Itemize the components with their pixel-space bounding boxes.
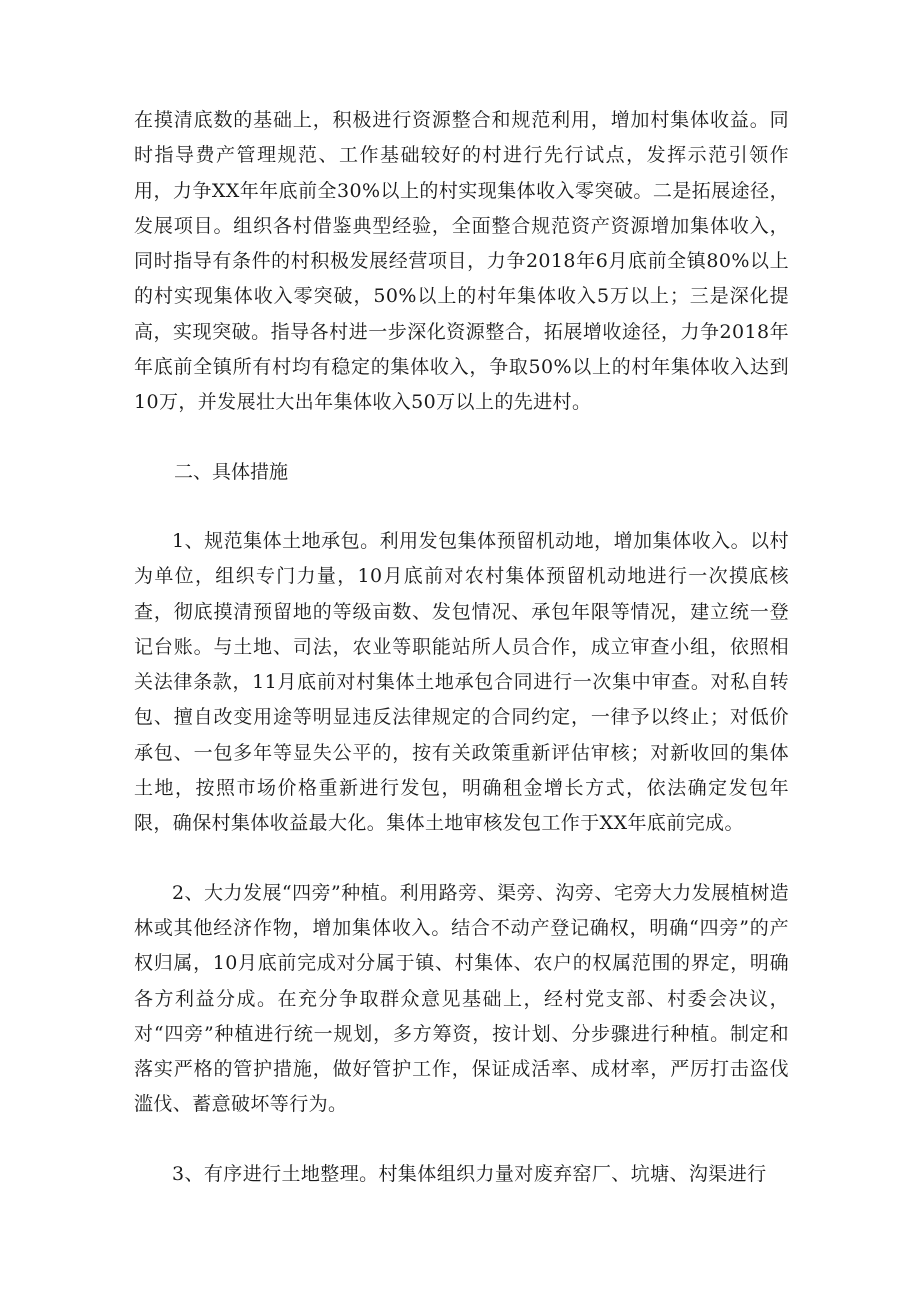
paragraph-gap bbox=[134, 1123, 789, 1157]
paragraph-gap bbox=[134, 842, 789, 876]
paragraph-gap bbox=[134, 490, 789, 524]
paragraph-land-consolidation: 3、有序进行土地整理。村集体组织力量对废弃窑厂、坑塘、沟渠进行 bbox=[172, 1162, 767, 1185]
section-heading-measures: 二、具体措施 bbox=[174, 460, 289, 483]
paragraph-gap bbox=[134, 421, 789, 455]
paragraph-four-sides-planting: 2、大力发展“四旁”种植。利用路旁、渠旁、沟旁、宅旁大力发展植树造林或其他经济作物，增加集体收入。结合不动产登记确权，明确“四旁”的产权归属，10月底前完成对分属于镇、村集体、农户的权属范围的界定，明确各方利益分成。在充分争取群众意见基础上，经村党支部、村委会决议，对“四旁”种植进行统一规划，多方筹资，按计划、分步骤进行种植。制定和落实严格的管护措施，做好管护工作，保证成活率、成材率，严厉打击盗伐滥伐、蓄意破坏等行为。 bbox=[134, 881, 789, 1116]
paragraph-goals: 在摸清底数的基础上，积极进行资源整合和规范利用，增加村集体收益。同时指导费产管理规范、工作基础较好的村进行先行试点，发挥示范引领作用，力争XX年年底前全30%以上的村实现集体收入零突破。二是拓展途径，发展项目。组织各村借鉴典型经验，全面整合规范资产资源增加集体收入，同时指导有条件的村积极发展经营项目，力争2018年6月底前全镇80%以上的村实现集体收入零突破，50%以上的村年集体收入5万以上；三是深化提高，实现突破。指导各村进一步深化资源整合，拓展增收途径，力争2018年年底前全镇所有村均有稳定的集体收入，争取50%以上的村年集体收入达到10万，并发展壮大出年集体收入50万以上的先进村。 bbox=[134, 109, 789, 414]
document-page bbox=[134, 103, 789, 1192]
paragraph-land-contract: 1、规范集体土地承包。利用发包集体预留机动地，增加集体收入。以村为单位，组织专门力量，10月底前对农村集体预留机动地进行一次摸底核查，彻底摸清预留地的等级亩数、发包情况、承包年限等情况，建立统一登记台账。与土地、司法，农业等职能站所人员合作，成立审查小组，依照相关法律条款，11月底前对村集体土地承包合同进行一次集中审查。对私自转包、擅自改变用途等明显违反法律规定的合同约定，一律予以终止；对低价承包、一包多年等显失公平的，按有关政策重新评估审核；对新收回的集体土地，按照市场价格重新进行发包，明确租金增长方式，依法确定发包年限，确保村集体收益最大化。集体土地审核发包工作于XX年底前完成。 bbox=[134, 529, 789, 835]
